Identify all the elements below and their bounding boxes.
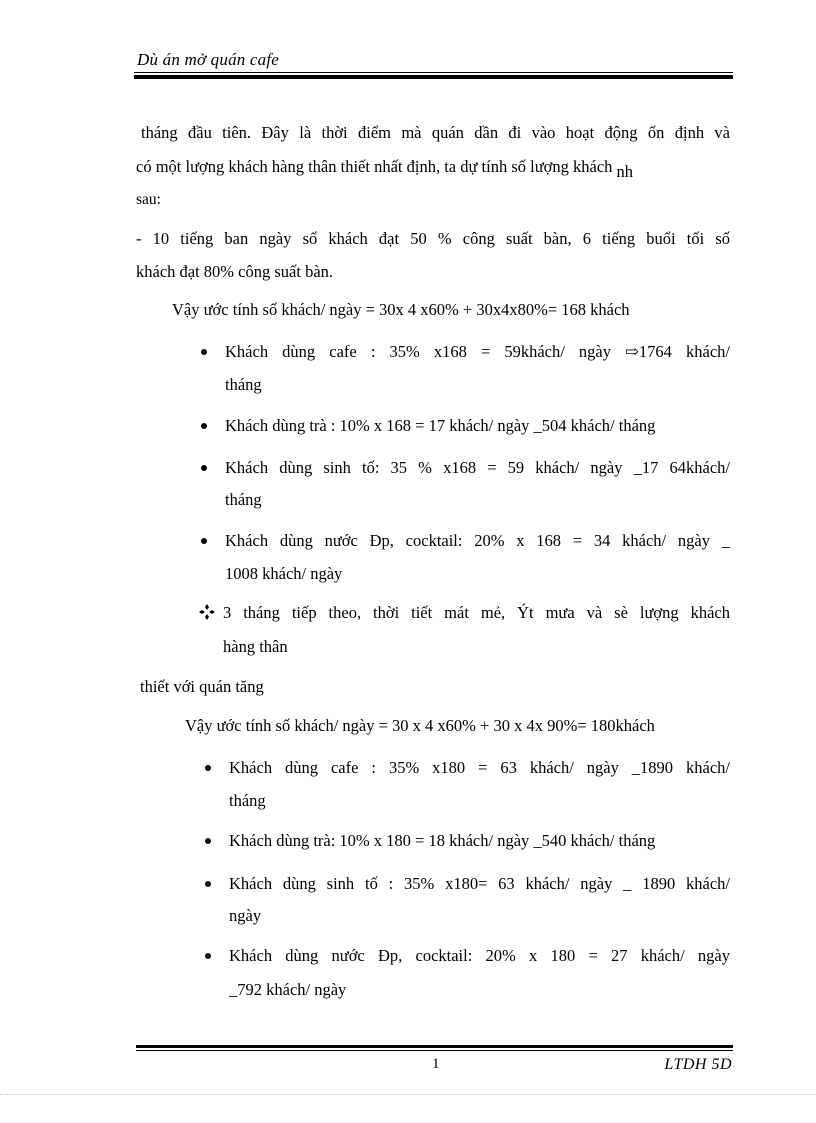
hours-line-1: - 10 tiếng ban ngày số khách đạt 50 % công suất bàn, 6 tiếng buổi tối số (136, 229, 730, 248)
estimate-2-item-3-line-2: ngày (229, 906, 262, 925)
estimate-2-item-4-line-1: Khách dùng nước Đp, cocktail: 20% x 180 = 27 khách/ ngày (229, 946, 730, 965)
next-quarter-line-2: hàng thân (223, 637, 288, 656)
bullet-icon (205, 765, 211, 771)
header-rule-thick (134, 75, 733, 79)
intro-line-3: sau: (136, 191, 161, 208)
page-number: 1 (432, 1056, 440, 1072)
estimate-2-item-2-line-1: Khách dùng trà: 10% x 180 = 18 khách/ ngày _540 khách/ tháng (229, 831, 656, 850)
next-quarter-line-3: thiết với quán tăng (140, 677, 264, 696)
bullet-icon (205, 953, 211, 959)
bullet-icon (205, 881, 211, 887)
estimate-2-item-4-line-2: _792 khách/ ngày (229, 980, 347, 999)
intro-line-2 (136, 157, 634, 181)
intro-line-1: tháng đầu tiên. Đây là thời điểm mà quán dần đi vào hoạt động ổn định và (141, 123, 730, 142)
estimate-1-item-1-line-2: tháng (225, 375, 262, 394)
footer-rule (136, 1050, 733, 1051)
bullet-icon (205, 838, 211, 844)
bullet-icon (201, 538, 207, 544)
estimate-1-item-1-line-1: Khách dùng cafe : 35% x168 = 59khách/ ngày ⇨1764 khách/ (225, 342, 730, 361)
bullet-icon (201, 423, 207, 429)
footer-rule-thick (136, 1045, 733, 1048)
estimate-1-formula: Vậy ước tính số khách/ ngày = 30x 4 x60% + 30x4x80%= 168 khách (172, 300, 630, 319)
estimate-1-item-3-line-2: tháng (225, 490, 262, 509)
estimate-2-item-3-line-1: Khách dùng sinh tố : 35% x180= 63 khách/ ngày _ 1890 khách/ (229, 874, 730, 893)
intro-line-2-sub: nh (616, 162, 634, 181)
intro-line-2-text: có một lượng khách hàng thân thiết nhất định, ta dự tính số lượng khách (136, 157, 613, 176)
estimate-2-item-1-line-1: Khách dùng cafe : 35% x180 = 63 khách/ ngày _1890 khách/ (229, 758, 730, 777)
footer-code: LTDH 5D (664, 1056, 732, 1073)
page-bottom-border (0, 1094, 816, 1095)
next-quarter-line-1: 3 tháng tiếp theo, thời tiết mát mẻ, Ýt mưa và sè lượng khách (223, 603, 730, 622)
estimate-2-item-1-line-2: tháng (229, 791, 266, 810)
estimate-1-item-3-line-1: Khách dùng sinh tố: 35 % x168 = 59 khách/ ngày _17 64khách/ (225, 458, 730, 477)
estimate-1-item-4-line-2: 1008 khách/ ngày (225, 564, 343, 583)
estimate-1-item-2-line-1: Khách dùng trà : 10% x 168 = 17 khách/ ngày _504 khách/ tháng (225, 416, 656, 435)
header-title: Dù án mở quán cafe (137, 50, 280, 69)
bullet-icon (201, 465, 207, 471)
hours-line-2: khách đạt 80% công suất bàn. (136, 262, 334, 281)
bullet-icon (201, 349, 207, 355)
estimate-1-item-4-line-1: Khách dùng nước Đp, cocktail: 20% x 168 = 34 khách/ ngày _ (225, 531, 730, 550)
diamond-bullet-icon (199, 604, 215, 620)
header-rule (134, 72, 733, 73)
estimate-2-formula: Vậy ước tính số khách/ ngày = 30 x 4 x60% + 30 x 4x 90%= 180khách (185, 716, 655, 735)
